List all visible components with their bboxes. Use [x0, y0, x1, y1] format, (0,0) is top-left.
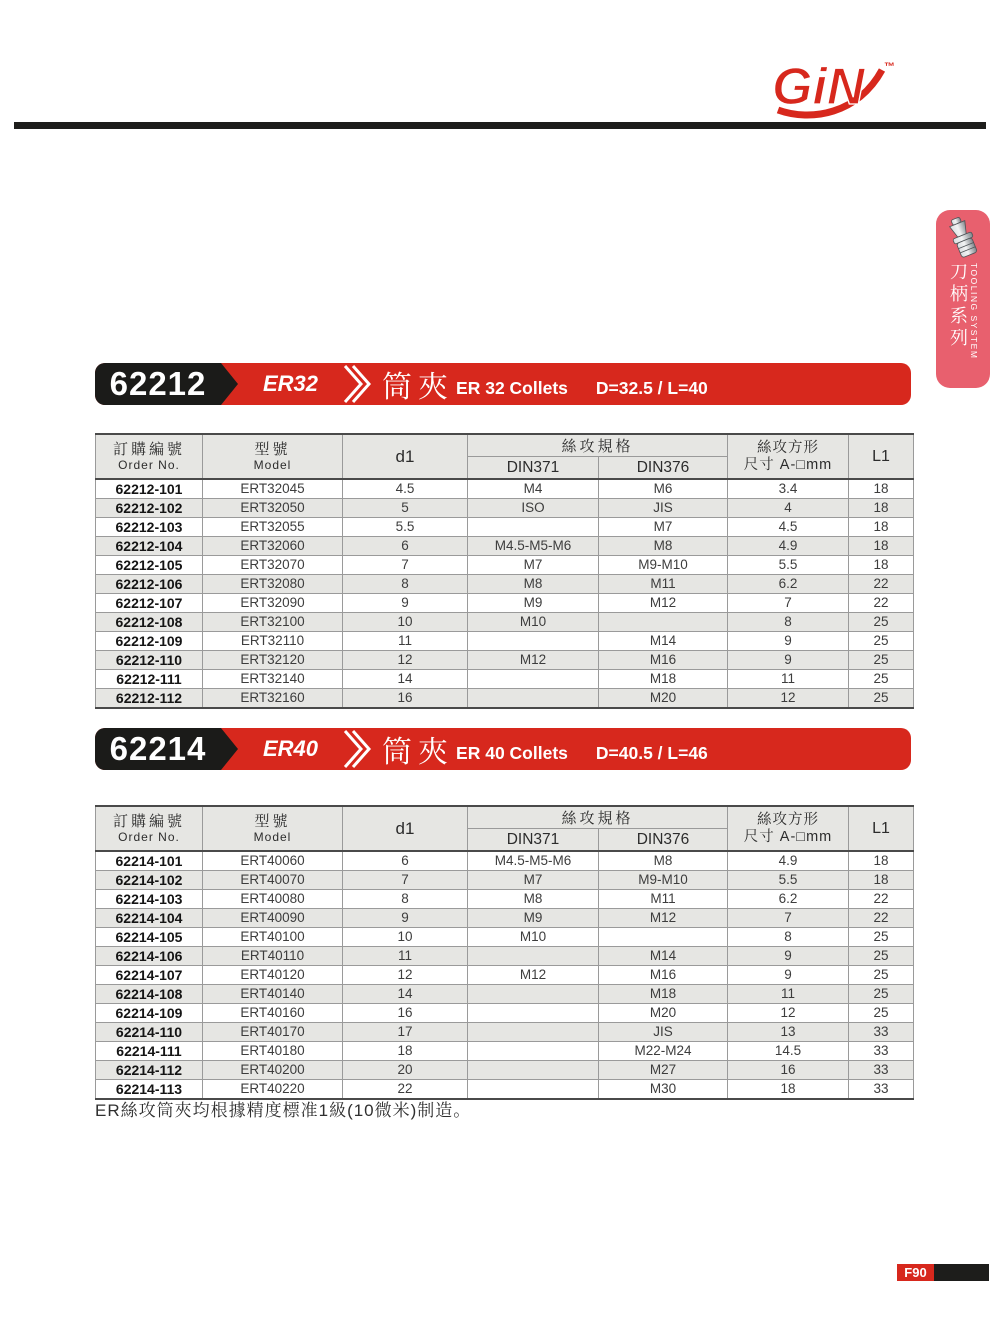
data-cell: 22: [849, 890, 914, 909]
table-row: [96, 518, 914, 537]
table-row: [96, 689, 914, 709]
section-banner-62214: [95, 728, 911, 770]
col-header-spec-group: 絲攻規格: [468, 806, 728, 829]
data-cell: M4.5-M5-M6: [468, 537, 599, 556]
data-cell: 4.5: [728, 518, 849, 537]
data-cell: 16: [343, 689, 468, 709]
brand-logo-graphic: [766, 54, 900, 124]
data-cell: ERT32160: [203, 689, 343, 709]
table-row: [96, 1023, 914, 1042]
data-cell: [599, 928, 728, 947]
data-cell: 25: [849, 651, 914, 670]
data-cell: 7: [728, 594, 849, 613]
data-cell: M7: [468, 871, 599, 890]
data-cell: 6: [343, 851, 468, 871]
order-no-cell: 62212-106: [96, 575, 203, 594]
col-header-din371: DIN371: [468, 457, 599, 480]
col-header-model: 型號 Model: [203, 806, 343, 851]
data-cell: M14: [599, 947, 728, 966]
data-cell: JIS: [599, 1023, 728, 1042]
data-cell: ERT40060: [203, 851, 343, 871]
data-cell: M16: [599, 966, 728, 985]
data-cell: M7: [599, 518, 728, 537]
data-cell: [468, 947, 599, 966]
data-cell: 9: [343, 594, 468, 613]
order-no-cell: 62212-110: [96, 651, 203, 670]
data-cell: 22: [849, 575, 914, 594]
data-cell: M4.5-M5-M6: [468, 851, 599, 871]
col-header-din371: DIN371: [468, 829, 599, 852]
section-dimensions: D=32.5 / L=40: [595, 377, 708, 398]
data-cell: 14: [343, 670, 468, 689]
order-no-cell: 62214-106: [96, 947, 203, 966]
collet-chuck-icon: [943, 215, 983, 261]
data-cell: 25: [849, 632, 914, 651]
data-cell: ERT32050: [203, 499, 343, 518]
data-cell: 17: [343, 1023, 468, 1042]
data-cell: 20: [343, 1061, 468, 1080]
table-row: [96, 575, 914, 594]
table-row: [96, 966, 914, 985]
data-cell: ERT32110: [203, 632, 343, 651]
data-cell: 3.4: [728, 479, 849, 499]
col-header-l1: L1: [849, 434, 914, 479]
data-cell: M9: [468, 909, 599, 928]
data-cell: 12: [728, 689, 849, 709]
data-cell: 11: [728, 985, 849, 1004]
chevron-right-icon: [342, 729, 372, 769]
data-cell: 4.5: [343, 479, 468, 499]
data-cell: M8: [468, 575, 599, 594]
data-cell: M10: [468, 613, 599, 632]
order-no-cell: 62214-104: [96, 909, 203, 928]
table-row: [96, 613, 914, 632]
collet-size-label: ER40: [263, 736, 319, 761]
table-row: [96, 556, 914, 575]
table-row: [96, 1042, 914, 1061]
col-header-order-no: 訂購編號 Order No.: [96, 434, 203, 479]
order-no-cell: 62214-109: [96, 1004, 203, 1023]
order-no-cell: 62214-110: [96, 1023, 203, 1042]
data-cell: 12: [728, 1004, 849, 1023]
col-header-spec-group: 絲攻規格: [468, 434, 728, 457]
data-cell: 12: [343, 966, 468, 985]
data-cell: [468, 1023, 599, 1042]
data-cell: ERT40100: [203, 928, 343, 947]
data-cell: 33: [849, 1080, 914, 1100]
table-row: [96, 1004, 914, 1023]
section-title-cn: 筒夾: [382, 371, 455, 404]
col-header-din376: DIN376: [599, 457, 728, 480]
data-cell: 16: [728, 1061, 849, 1080]
section-dimensions: D=40.5 / L=46: [595, 742, 708, 763]
data-cell: 33: [849, 1023, 914, 1042]
table-row: [96, 1061, 914, 1080]
data-cell: 6: [343, 537, 468, 556]
data-cell: 33: [849, 1061, 914, 1080]
data-cell: 10: [343, 613, 468, 632]
table-header: [96, 434, 914, 479]
table-row: [96, 928, 914, 947]
data-cell: ERT32060: [203, 537, 343, 556]
table-row: [96, 909, 914, 928]
data-cell: 9: [728, 966, 849, 985]
data-cell: M12: [468, 651, 599, 670]
table-body: [96, 479, 914, 708]
data-cell: 11: [343, 947, 468, 966]
table-row: [96, 651, 914, 670]
data-cell: 8: [728, 928, 849, 947]
data-cell: 25: [849, 670, 914, 689]
collet-table-er32: [95, 433, 914, 709]
data-cell: ERT32090: [203, 594, 343, 613]
data-cell: M18: [599, 670, 728, 689]
data-cell: 4.9: [728, 537, 849, 556]
order-no-cell: 62214-108: [96, 985, 203, 1004]
data-cell: ERT40090: [203, 909, 343, 928]
table-row: [96, 947, 914, 966]
data-cell: ERT32045: [203, 479, 343, 499]
collet-size-label: ER32: [263, 371, 319, 396]
data-cell: M11: [599, 575, 728, 594]
precision-note: ER絲攻筒夾均根據精度標准1級(10微米)制造。: [95, 1101, 472, 1120]
brand-logo: [766, 54, 900, 124]
order-no-cell: 62214-111: [96, 1042, 203, 1061]
data-cell: 5: [343, 499, 468, 518]
data-cell: M11: [599, 890, 728, 909]
data-cell: M20: [599, 1004, 728, 1023]
data-cell: M12: [599, 594, 728, 613]
data-cell: 6.2: [728, 575, 849, 594]
data-cell: M8: [468, 890, 599, 909]
data-cell: 25: [849, 985, 914, 1004]
data-cell: ERT32080: [203, 575, 343, 594]
data-cell: M22-M24: [599, 1042, 728, 1061]
collet-table-er40: [95, 805, 914, 1100]
data-cell: [468, 632, 599, 651]
data-cell: ERT40200: [203, 1061, 343, 1080]
data-cell: 18: [849, 851, 914, 871]
data-cell: 11: [343, 632, 468, 651]
data-cell: 4: [728, 499, 849, 518]
data-cell: M4: [468, 479, 599, 499]
data-cell: [599, 613, 728, 632]
footer-bar: [934, 1264, 989, 1281]
data-cell: ERT40220: [203, 1080, 343, 1100]
data-cell: 7: [343, 556, 468, 575]
data-cell: 25: [849, 689, 914, 709]
data-cell: ERT32120: [203, 651, 343, 670]
data-cell: [468, 985, 599, 1004]
data-cell: 33: [849, 1042, 914, 1061]
data-cell: M12: [599, 909, 728, 928]
data-cell: 18: [849, 537, 914, 556]
data-cell: 10: [343, 928, 468, 947]
data-cell: M7: [468, 556, 599, 575]
data-cell: ERT32055: [203, 518, 343, 537]
order-no-cell: 62214-102: [96, 871, 203, 890]
data-cell: ERT40180: [203, 1042, 343, 1061]
data-cell: 13: [728, 1023, 849, 1042]
data-cell: 5.5: [343, 518, 468, 537]
data-cell: M27: [599, 1061, 728, 1080]
data-cell: 5.5: [728, 556, 849, 575]
order-no-cell: 62212-109: [96, 632, 203, 651]
data-cell: ERT40110: [203, 947, 343, 966]
data-cell: M9-M10: [599, 556, 728, 575]
brand-trademark: ™: [884, 61, 895, 73]
brand-logo-text: GiN: [772, 58, 865, 116]
data-cell: ERT32070: [203, 556, 343, 575]
data-cell: 16: [343, 1004, 468, 1023]
data-cell: 8: [343, 575, 468, 594]
data-cell: 18: [849, 871, 914, 890]
data-cell: M18: [599, 985, 728, 1004]
data-cell: M20: [599, 689, 728, 709]
data-cell: 18: [849, 518, 914, 537]
order-no-cell: 62214-113: [96, 1080, 203, 1100]
data-cell: M8: [599, 851, 728, 871]
data-cell: 11: [728, 670, 849, 689]
order-no-cell: 62214-101: [96, 851, 203, 871]
data-cell: M8: [599, 537, 728, 556]
data-cell: ERT40170: [203, 1023, 343, 1042]
data-cell: 6.2: [728, 890, 849, 909]
page-footer: [897, 1264, 989, 1281]
data-cell: ERT40120: [203, 966, 343, 985]
data-cell: ERT40160: [203, 1004, 343, 1023]
data-cell: 9: [728, 947, 849, 966]
col-header-square-size: 絲攻方形 尺寸 A-□mm: [728, 434, 849, 479]
order-no-cell: 62214-105: [96, 928, 203, 947]
section-title-en: ER 40 Collets: [456, 742, 568, 763]
data-cell: [468, 518, 599, 537]
data-cell: 5.5: [728, 871, 849, 890]
table-row: [96, 632, 914, 651]
data-cell: 9: [728, 632, 849, 651]
order-no-cell: 62214-112: [96, 1061, 203, 1080]
data-cell: 9: [728, 651, 849, 670]
section-title-en: ER 32 Collets: [456, 377, 568, 398]
table-row: [96, 670, 914, 689]
data-cell: 22: [849, 594, 914, 613]
data-cell: 25: [849, 947, 914, 966]
data-cell: 7: [343, 871, 468, 890]
col-header-d1: d1: [343, 806, 468, 851]
data-cell: 7: [728, 909, 849, 928]
data-cell: M14: [599, 632, 728, 651]
order-no-cell: 62212-104: [96, 537, 203, 556]
sidebar-tab-title-cn: 刀柄系列: [948, 262, 968, 350]
data-cell: JIS: [599, 499, 728, 518]
data-cell: [468, 1061, 599, 1080]
data-cell: [468, 670, 599, 689]
data-cell: M9: [468, 594, 599, 613]
section-number: 62212: [95, 363, 221, 405]
data-cell: [468, 1042, 599, 1061]
data-cell: 25: [849, 928, 914, 947]
order-no-cell: 62214-103: [96, 890, 203, 909]
table-body: [96, 851, 914, 1099]
data-cell: 14.5: [728, 1042, 849, 1061]
data-cell: 25: [849, 966, 914, 985]
table-row: [96, 890, 914, 909]
table-row: [96, 479, 914, 499]
data-cell: 25: [849, 1004, 914, 1023]
section-title-cn: 筒夾: [382, 736, 455, 769]
table-row: [96, 499, 914, 518]
col-header-l1: L1: [849, 806, 914, 851]
data-cell: 8: [728, 613, 849, 632]
data-cell: ERT40140: [203, 985, 343, 1004]
order-no-cell: 62212-103: [96, 518, 203, 537]
order-no-cell: 62212-105: [96, 556, 203, 575]
data-cell: 18: [728, 1080, 849, 1100]
data-cell: M12: [468, 966, 599, 985]
data-cell: 4.9: [728, 851, 849, 871]
data-cell: ERT32140: [203, 670, 343, 689]
data-cell: 14: [343, 985, 468, 1004]
table-row: [96, 985, 914, 1004]
data-cell: ISO: [468, 499, 599, 518]
table-header: [96, 806, 914, 851]
col-header-model: 型號 Model: [203, 434, 343, 479]
data-cell: 25: [849, 613, 914, 632]
data-cell: 9: [343, 909, 468, 928]
data-cell: 18: [343, 1042, 468, 1061]
data-cell: M10: [468, 928, 599, 947]
data-cell: 18: [849, 479, 914, 499]
divider-rule: [14, 122, 986, 129]
data-cell: [468, 1080, 599, 1100]
section-banner-62212: [95, 363, 911, 405]
order-no-cell: 62214-107: [96, 966, 203, 985]
data-cell: [468, 1004, 599, 1023]
data-cell: 18: [849, 499, 914, 518]
sidebar-tab-title-en: TOOLING SYSTEM: [969, 263, 979, 360]
data-cell: ERT40080: [203, 890, 343, 909]
data-cell: M6: [599, 479, 728, 499]
col-header-d1: d1: [343, 434, 468, 479]
col-header-order-no: 訂購編號 Order No.: [96, 806, 203, 851]
chevron-right-icon: [342, 364, 372, 404]
order-no-cell: 62212-101: [96, 479, 203, 499]
order-no-cell: 62212-112: [96, 689, 203, 709]
col-header-din376: DIN376: [599, 829, 728, 852]
data-cell: 22: [343, 1080, 468, 1100]
order-no-cell: 62212-107: [96, 594, 203, 613]
data-cell: 22: [849, 909, 914, 928]
data-cell: M9-M10: [599, 871, 728, 890]
data-cell: ERT32100: [203, 613, 343, 632]
data-cell: 18: [849, 556, 914, 575]
data-cell: 12: [343, 651, 468, 670]
data-cell: M30: [599, 1080, 728, 1100]
section-number: 62214: [95, 728, 221, 770]
order-no-cell: 62212-111: [96, 670, 203, 689]
data-cell: ERT40070: [203, 871, 343, 890]
data-cell: M16: [599, 651, 728, 670]
col-header-square-size: 絲攻方形 尺寸 A-□mm: [728, 806, 849, 851]
data-cell: 8: [343, 890, 468, 909]
order-no-cell: 62212-102: [96, 499, 203, 518]
table-row: [96, 594, 914, 613]
table-row: [96, 871, 914, 890]
sidebar-tab-tooling-system: [936, 210, 990, 388]
order-no-cell: 62212-108: [96, 613, 203, 632]
data-cell: [468, 689, 599, 709]
page-number: F90: [897, 1264, 934, 1281]
table-row: [96, 537, 914, 556]
table-row: [96, 851, 914, 871]
